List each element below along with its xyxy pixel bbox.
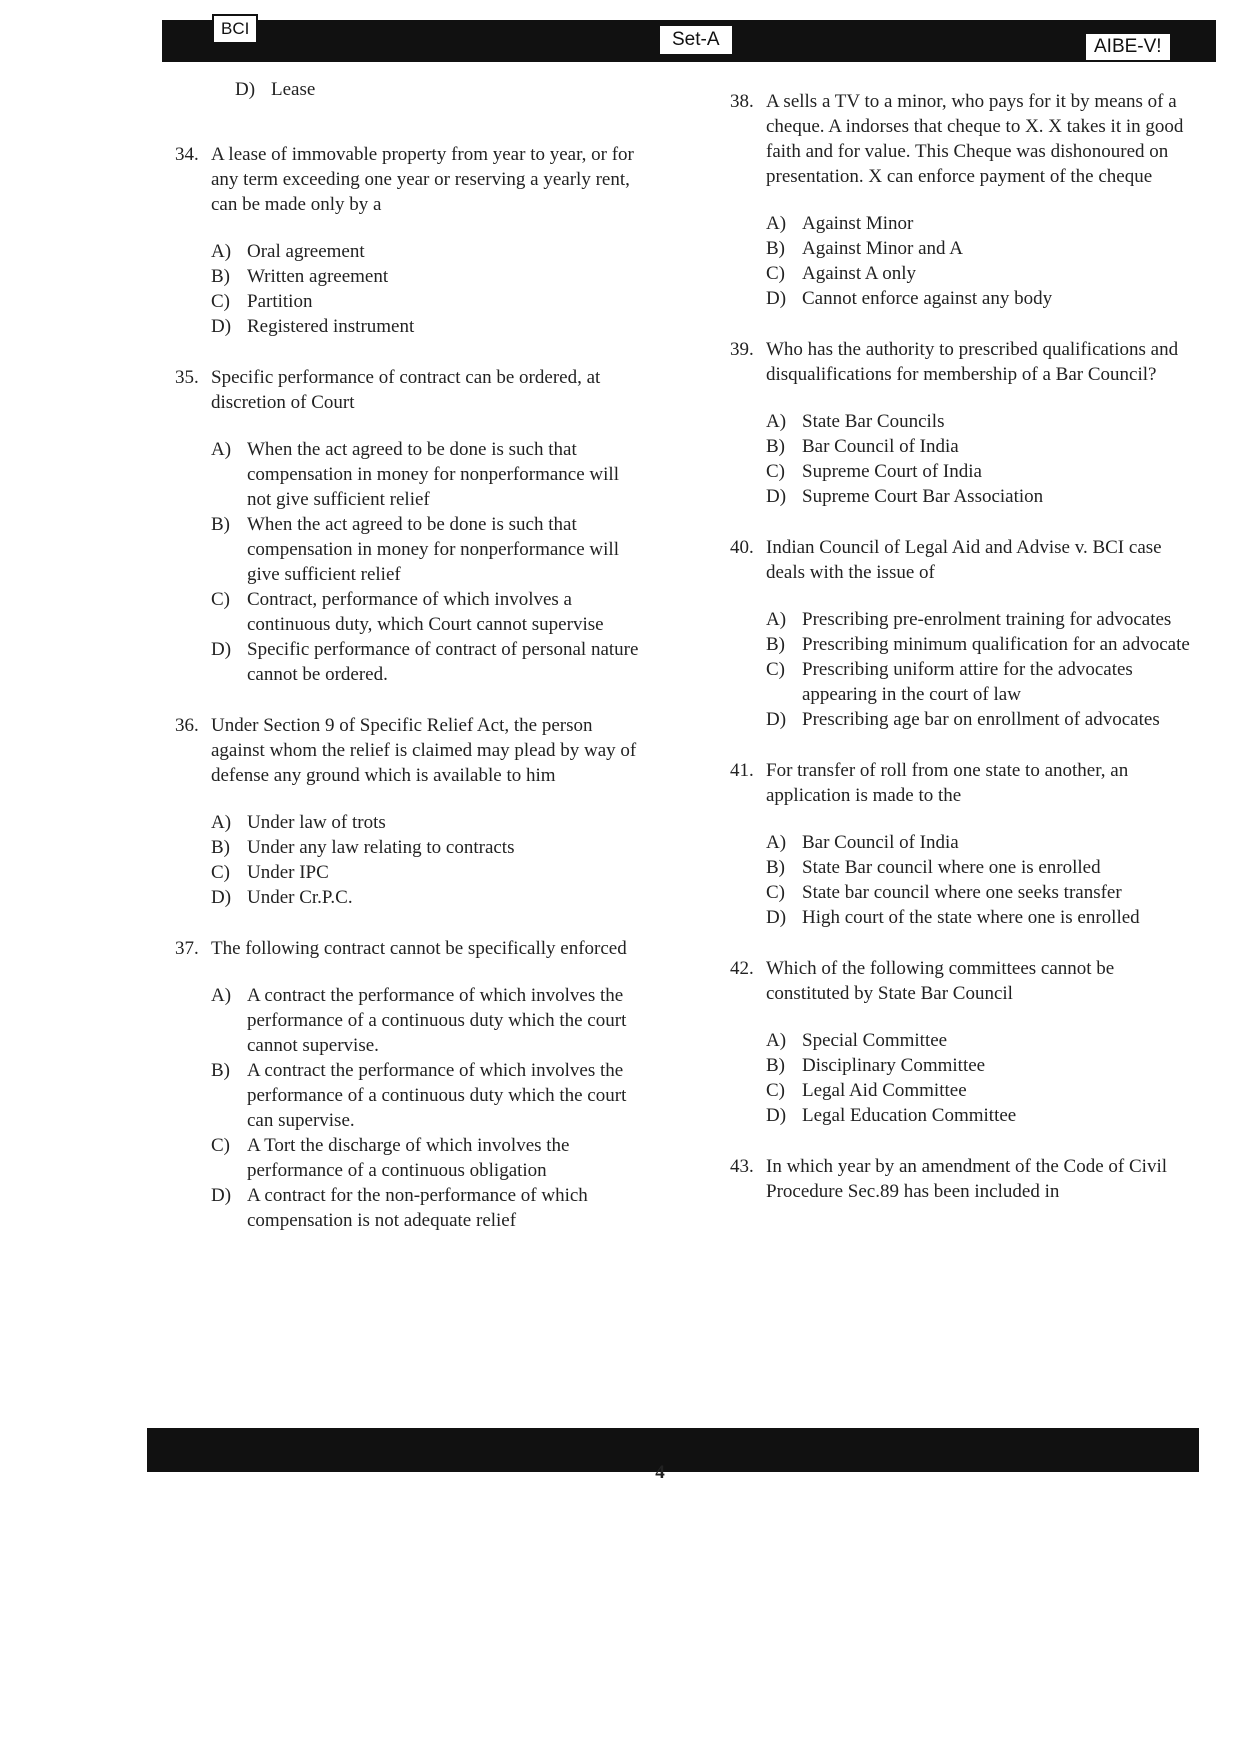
option-letter: A) [766,213,787,234]
question-stem [175,365,645,415]
option-text: Under IPC [247,862,329,883]
option-item [766,236,1200,261]
question-text: A sells a TV to a minor, who pays for it by means of a cheque. A indorses that cheque to X. X takes it in good faith and for value. This Cheque was dishonoured on presentation. X can enforce payment of the cheque [766,91,1184,187]
question-stem [730,956,1200,1006]
continued-option: D) Lease [235,79,316,100]
option-item [766,657,1200,707]
question-41 [730,758,1200,930]
question-38 [730,89,1200,311]
option-letter: A) [211,985,232,1006]
option-letter: C) [211,1135,230,1156]
option-letter: B) [211,837,230,858]
question-number: 36. [175,715,199,736]
option-text: Against Minor [802,213,914,234]
option-text: Prescribing uniform attire for the advocates appearing in the court of law [802,659,1133,705]
option-letter: C) [766,882,785,903]
option-letter: C) [766,461,785,482]
option-text: Specific performance of contract of personal nature cannot be ordered. [247,639,639,685]
option-letter: B) [766,1055,785,1076]
option-item [766,1078,1200,1103]
question-40 [730,535,1200,732]
question-stem [730,337,1200,387]
question-number: 37. [175,938,199,959]
option-item [766,880,1200,905]
option-text: When the act agreed to be done is such that compensation in money for nonperformance will give sufficient relief [247,514,619,585]
option-text: Legal Education Committee [802,1105,1017,1126]
option-text: A contract the performance of which involves the performance of a continuous duty which the court can supervise. [247,1060,627,1131]
option-letter: A) [766,609,787,630]
option-item [211,1183,645,1233]
option-item [211,437,645,512]
option-text: Legal Aid Committee [802,1080,967,1101]
option-item [766,459,1200,484]
question-text: For transfer of roll from one state to another, an application is made to the [766,760,1129,806]
option-item [766,434,1200,459]
right-question-list [730,89,1200,1204]
option-item [211,835,645,860]
option-item [211,587,645,637]
option-item [211,637,645,687]
option-list [766,607,1200,732]
question-number: 42. [730,958,754,979]
option-letter: D) [766,709,787,730]
option-item [211,810,645,835]
option-item [766,905,1200,930]
option-text: State Bar Councils [802,411,945,432]
option-item [211,1058,645,1133]
option-text: Written agreement [247,266,389,287]
option-text: A contract for the non-performance of which compensation is not adequate relief [247,1185,588,1231]
option-letter: D) [211,887,232,908]
option-item [766,607,1200,632]
question-35 [175,365,645,687]
option-letter: C) [766,263,785,284]
option-text: A Tort the discharge of which involves the performance of a continuous obligation [247,1135,570,1181]
option-letter: C) [211,589,230,610]
option-item [766,286,1200,311]
option-list [211,437,645,687]
option-item [766,1028,1200,1053]
question-number: 35. [175,367,199,388]
question-number: 34. [175,144,199,165]
question-text: The following contract cannot be specifically enforced [211,938,627,959]
option-text: Supreme Court of India [802,461,982,482]
question-stem [730,89,1200,189]
option-item [211,289,645,314]
option-item [211,512,645,587]
option-item [211,264,645,289]
question-number: 39. [730,339,754,360]
option-letter: B) [766,436,785,457]
question-stem [730,535,1200,585]
option-item [211,860,645,885]
option-text: State bar council where one seeks transfer [802,882,1122,903]
question-43 [730,1154,1200,1204]
header-bci-tag: BCI [212,14,258,44]
option-text: Registered instrument [247,316,415,337]
question-number: 38. [730,91,754,112]
question-text: A lease of immovable property from year to year, or for any term exceeding one year or reserving a yearly rent, can be made only by a [211,144,634,215]
option-text: Disciplinary Committee [802,1055,986,1076]
option-text: Under law of trots [247,812,386,833]
option-item [766,409,1200,434]
question-36 [175,713,645,910]
option-item [766,632,1200,657]
option-letter: C) [211,291,230,312]
option-text: Cannot enforce against any body [802,288,1053,309]
option-item [211,885,645,910]
option-list [211,239,645,339]
option-letter: C) [211,862,230,883]
footer-band [147,1428,1199,1472]
option-letter: A) [211,439,232,460]
question-text: In which year by an amendment of the Code of Civil Procedure Sec.89 has been included in [766,1156,1168,1202]
option-text: Prescribing pre-enrolment training for advocates [802,609,1172,630]
option-text: Bar Council of India [802,832,959,853]
option-letter: A) [766,832,787,853]
question-number: 40. [730,537,754,558]
option-item [766,1053,1200,1078]
option-list [766,211,1200,311]
question-stem [175,713,645,788]
option-item [766,211,1200,236]
option-letter: B) [211,1060,230,1081]
option-list [766,830,1200,930]
header-exam-tag: AIBE-V! [1084,32,1172,62]
option-letter: A) [211,812,232,833]
page-number: 4 [655,1462,665,1483]
left-question-list [175,142,645,1233]
option-text: Partition [247,291,313,312]
question-stem [175,936,645,961]
question-text: Under Section 9 of Specific Relief Act, the person against whom the relief is claimed may plead by way of defense any ground which is available to him [211,715,637,786]
question-text: Indian Council of Legal Aid and Advise v. BCI case deals with the issue of [766,537,1162,583]
option-item [766,830,1200,855]
option-letter: C) [766,659,785,680]
header-set-tag: Set-A [658,24,734,56]
option-letter: A) [211,241,232,262]
question-number: 43. [730,1156,754,1177]
option-item [211,314,645,339]
option-text: Prescribing age bar on enrollment of advocates [802,709,1160,730]
question-34 [175,142,645,339]
option-list [211,983,645,1233]
option-item [766,707,1200,732]
option-letter: C) [766,1080,785,1101]
option-letter: D) [211,316,232,337]
question-39 [730,337,1200,509]
question-37 [175,936,645,1233]
option-item [211,239,645,264]
option-letter: D) [766,486,787,507]
option-text: Special Committee [802,1030,948,1051]
question-stem [730,758,1200,808]
option-letter: D) [766,288,787,309]
option-text: State Bar council where one is enrolled [802,857,1101,878]
option-text: High court of the state where one is enrolled [802,907,1140,928]
option-letter: B) [211,514,230,535]
option-text: Against Minor and A [802,238,963,259]
option-text: Against A only [802,263,917,284]
option-letter: D) [766,1105,787,1126]
question-stem [175,142,645,217]
option-text: Under Cr.P.C. [247,887,353,908]
option-letter: D) [211,639,232,660]
option-item [211,983,645,1058]
option-letter: A) [766,411,787,432]
option-item [211,1133,645,1183]
option-letter: D) [211,1185,232,1206]
option-text: Oral agreement [247,241,365,262]
option-text: Supreme Court Bar Association [802,486,1044,507]
option-letter: A) [766,1030,787,1051]
option-text: Contract, performance of which involves a continuous duty, which Court cannot supervise [247,589,604,635]
option-text: Prescribing minimum qualification for an advocate [802,634,1190,655]
option-list [211,810,645,910]
question-42 [730,956,1200,1128]
question-text: Who has the authority to prescribed qualifications and disqualifications for membership of a Bar Council? [766,339,1179,385]
option-text: Under any law relating to contracts [247,837,515,858]
option-letter: D) [766,907,787,928]
option-text: Bar Council of India [802,436,959,457]
option-list [766,409,1200,509]
option-item [766,484,1200,509]
option-letter: B) [766,857,785,878]
question-number: 41. [730,760,754,781]
option-letter: B) [766,634,785,655]
option-letter: B) [766,238,785,259]
left-column [175,77,645,1259]
option-item [766,855,1200,880]
option-list [766,1028,1200,1128]
option-text: When the act agreed to be done is such that compensation in money for nonperformance will not give sufficient relief [247,439,619,510]
right-column [730,89,1200,1230]
option-item [766,1103,1200,1128]
option-item [766,261,1200,286]
question-text: Specific performance of contract can be ordered, at discretion of Court [211,367,601,413]
option-letter: B) [211,266,230,287]
option-text: A contract the performance of which involves the performance of a continuous duty which the court cannot supervise. [247,985,627,1056]
question-text: Which of the following committees cannot be constituted by State Bar Council [766,958,1115,1004]
question-stem [730,1154,1200,1204]
